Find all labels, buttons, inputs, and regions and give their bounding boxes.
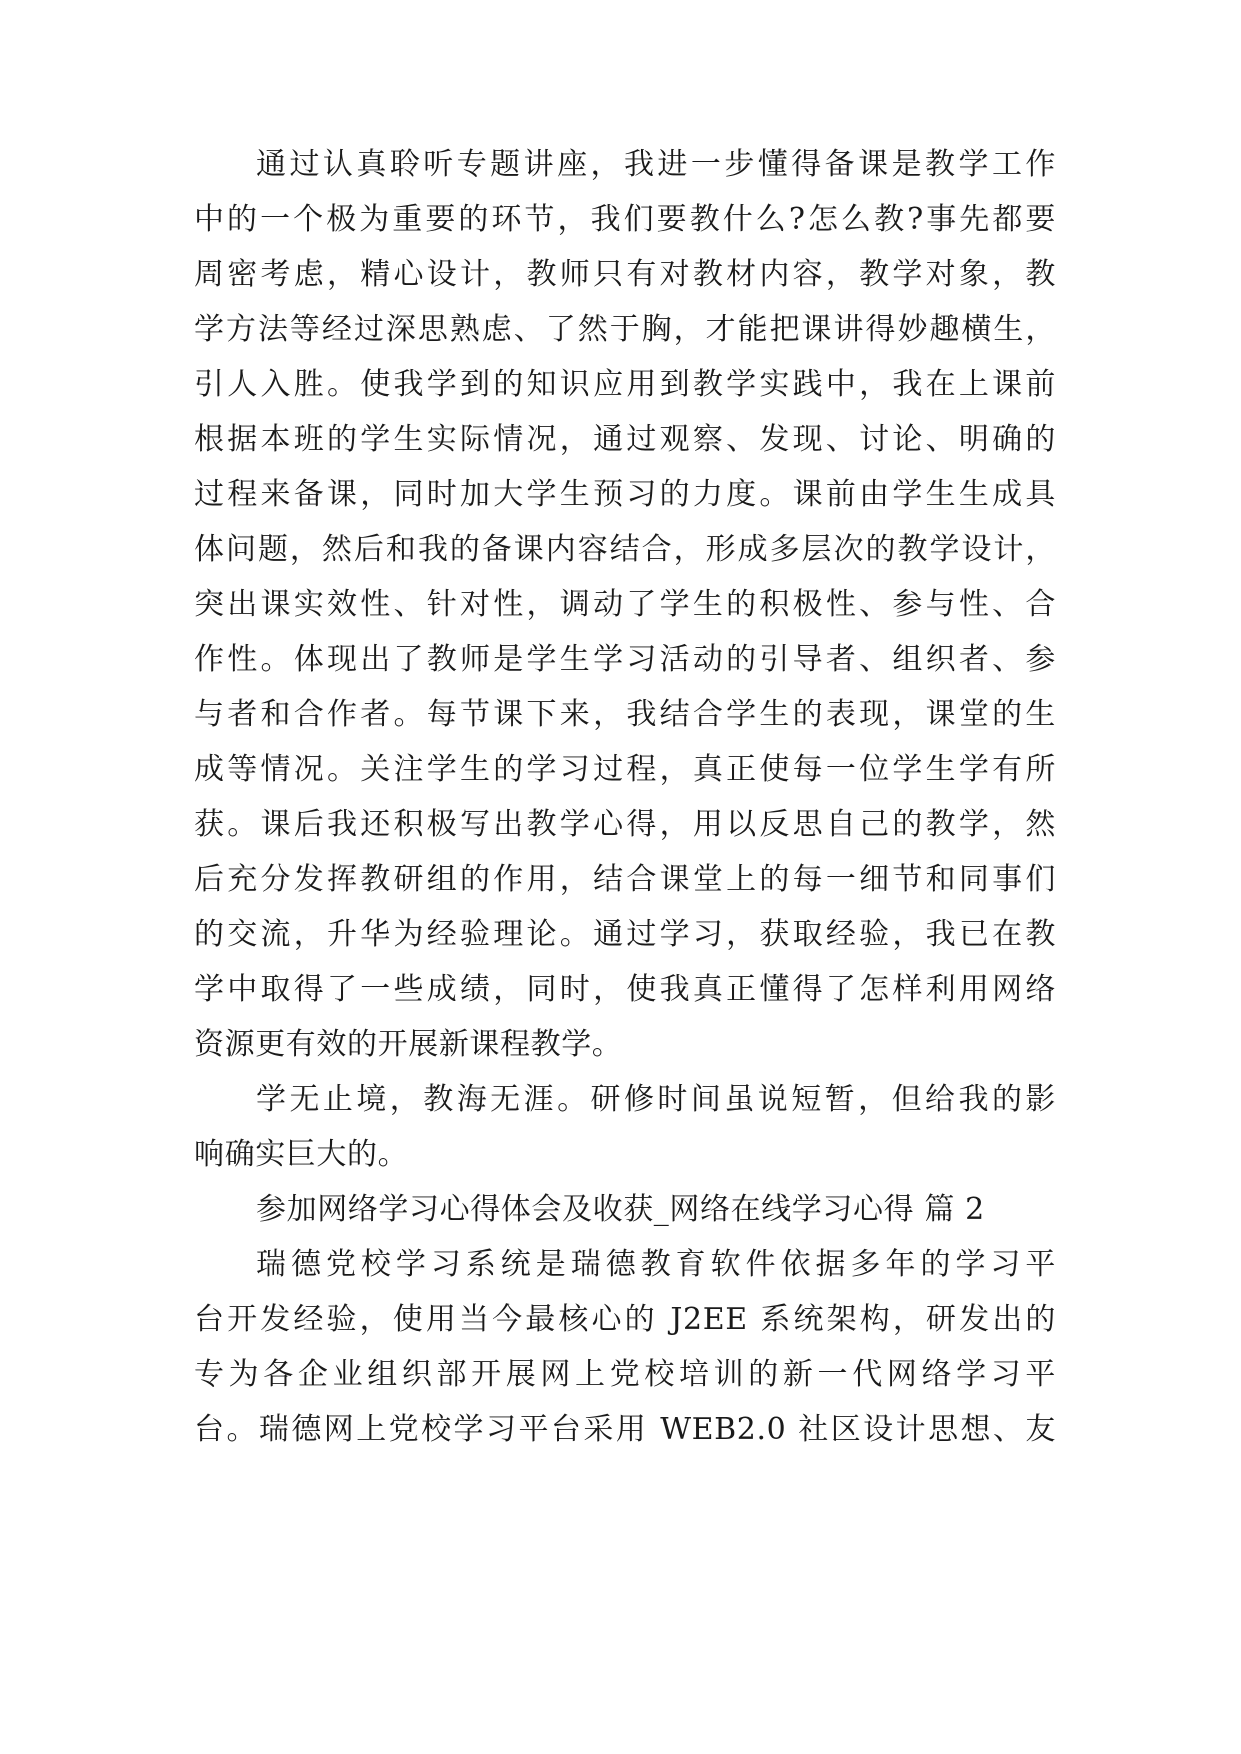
paragraph-3-line: 台开发经验，使用当今最核心的 J2EE 系统架构，研发出的: [194, 1302, 1056, 1337]
paragraph-1-line: 与者和合作者。每节课下来，我结合学生的表现，课堂的生: [194, 697, 1056, 732]
paragraph-1-line: 学中取得了一些成绩，同时，使我真正懂得了怎样利用网络: [194, 972, 1056, 1007]
section-heading: 参加网络学习心得体会及收获_网络在线学习心得 篇 2: [256, 1192, 985, 1227]
paragraph-3-line: 专为各企业组织部开展网上党校培训的新一代网络学习平: [194, 1357, 1056, 1392]
paragraph-1-line: 作性。体现出了教师是学生学习活动的引导者、组织者、参: [194, 642, 1056, 677]
paragraph-3-line: 瑞德党校学习系统是瑞德教育软件依据多年的学习平: [256, 1247, 1056, 1282]
paragraph-1-line: 根据本班的学生实际情况，通过观察、发现、讨论、明确的: [194, 422, 1056, 457]
paragraph-1-line: 突出课实效性、针对性，调动了学生的积极性、参与性、合: [194, 587, 1056, 622]
paragraph-1-line: 后充分发挥教研组的作用，结合课堂上的每一细节和同事们: [194, 862, 1056, 897]
paragraph-3-line: 台。瑞德网上党校学习平台采用 WEB2.0 社区设计思想、友: [194, 1412, 1056, 1447]
paragraph-1-line: 中的一个极为重要的环节，我们要教什么?怎么教?事先都要: [194, 202, 1056, 237]
paragraph-1-line: 资源更有效的开展新课程教学。: [194, 1027, 623, 1062]
paragraph-2-line: 响确实巨大的。: [194, 1137, 409, 1172]
paragraph-1-line: 体问题，然后和我的备课内容结合，形成多层次的教学设计，: [194, 532, 1056, 567]
paragraph-1-line: 周密考虑，精心设计，教师只有对教材内容，教学对象，教: [194, 257, 1056, 292]
paragraph-1-line: 学方法等经过深思熟虑、了然于胸，才能把课讲得妙趣横生，: [194, 312, 1056, 347]
paragraph-1-line: 通过认真聆听专题讲座，我进一步懂得备课是教学工作: [256, 147, 1056, 182]
paragraph-2-line: 学无止境，教海无涯。研修时间虽说短暂，但给我的影: [256, 1082, 1056, 1117]
paragraph-1-line: 获。课后我还积极写出教学心得，用以反思自己的教学，然: [194, 807, 1056, 842]
paragraph-1-line: 成等情况。关注学生的学习过程，真正使每一位学生学有所: [194, 752, 1056, 787]
paragraph-1-line: 引人入胜。使我学到的知识应用到教学实践中，我在上课前: [194, 367, 1056, 402]
paragraph-1-line: 过程来备课，同时加大学生预习的力度。课前由学生生成具: [194, 477, 1056, 512]
paragraph-1-line: 的交流，升华为经验理论。通过学习，获取经验，我已在教: [194, 917, 1056, 952]
